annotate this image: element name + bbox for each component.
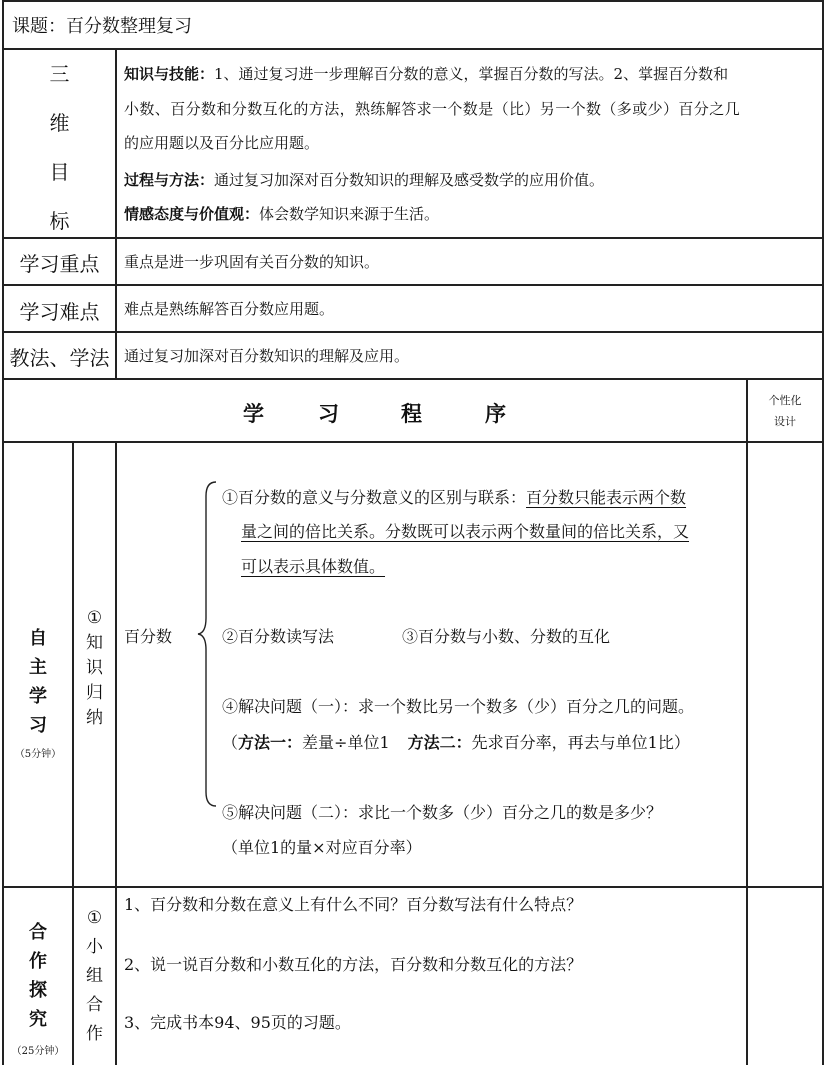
- procedure-header-char: 序: [485, 401, 506, 426]
- curly-brace: [196, 480, 226, 820]
- group-work-char: 小: [86, 937, 103, 957]
- key-point-label: 学习重点: [19, 252, 100, 276]
- objectives-label-char: 标: [49, 209, 70, 233]
- process-text: 通过复习加深对百分数知识的理解及感受数学的应用价值。: [214, 171, 605, 189]
- key-point-text: 重点是进一步巩固有关百分数的知识。: [124, 253, 380, 271]
- group-work-char: ①: [86, 908, 103, 928]
- knowledge-summary-char: 归: [86, 683, 103, 703]
- group-work-char: 组: [86, 966, 103, 986]
- item-5: ⑤解决问题（二）：求比一个数多（少）百分之几的数是多少？: [222, 803, 663, 822]
- border-right: [822, 0, 824, 1065]
- method-one-label: 方法一：: [238, 733, 303, 752]
- question-1: 1、百分数和分数在意义上有什么不同？百分数写法有什么特点？: [124, 895, 583, 914]
- item-1-lead: ①百分数的意义与分数意义的区别与联系：: [222, 488, 527, 507]
- personalized-design-header: [748, 390, 822, 432]
- item-1-line-1: [222, 485, 686, 508]
- item-1-line-2: 量之间的倍比关系。分数既可以表示两个数量间的倍比关系，又: [241, 522, 690, 541]
- knowledge-line-2: 小数、百分数和分数互化的方法，熟练解答求一个数是（比）另一个数（多或少）百分之几: [124, 100, 741, 118]
- knowledge-line-3: 的应用题以及百分比应用题。: [124, 134, 320, 152]
- knowledge-summary-char: 知: [86, 633, 103, 653]
- hline-6: [2, 441, 824, 443]
- method-one-text: 差量÷单位1: [302, 733, 390, 752]
- knowledge-summary-char: ①: [86, 608, 103, 628]
- group-work-char: 合: [86, 995, 103, 1015]
- objectives-label-char: 维: [49, 111, 70, 135]
- objectives-label-char: 三: [49, 62, 70, 86]
- method-two-label: 方法二：: [407, 733, 472, 752]
- personalized-design-line: 个性化: [768, 394, 802, 407]
- hline-7: [2, 886, 824, 888]
- knowledge-summary-char: 识: [86, 658, 103, 678]
- self-study-label-char: 学: [29, 686, 47, 707]
- knowledge-summary-label: [74, 606, 115, 731]
- vline-label: [115, 48, 117, 380]
- emotion-label: 情感态度与价值观：: [124, 205, 260, 223]
- knowledge-summary-char: 纳: [86, 708, 103, 728]
- group-work-char: 作: [86, 1024, 103, 1044]
- question-2: 2、说一说百分数和小数互化的方法，百分数和分数互化的方法？: [124, 955, 583, 974]
- item-4: ④解决问题（一）：求一个数比另一个数多（少）百分之几的问题。: [222, 697, 695, 716]
- group-work-label: [74, 904, 115, 1049]
- hline-3: [2, 284, 824, 286]
- emotion-text: 体会数学知识来源于生活。: [259, 205, 440, 223]
- vline-side: [746, 378, 748, 1065]
- hline-5: [2, 378, 824, 380]
- item-4-open-paren: （: [222, 733, 239, 752]
- knowledge-label: 知识与技能：: [124, 65, 215, 83]
- question-3: 3、完成书本94、95页的习题。: [124, 1013, 351, 1032]
- method-label: 教法、学法: [9, 346, 110, 370]
- difficulty-label: 学习难点: [19, 300, 100, 324]
- hline-2: [2, 237, 824, 239]
- cooperation-time: （25分钟）: [11, 1046, 65, 1057]
- procedure-header-char: 程: [401, 401, 422, 426]
- cooperation-label-char: 作: [29, 951, 47, 972]
- item-1-line-3: 可以表示具体数值。: [241, 557, 386, 576]
- knowledge-text: 1、通过复习进一步理解百分数的意义，掌握百分数的写法。2、掌握百分数和: [214, 65, 729, 83]
- lesson-title: 课题：百分数整理复习: [12, 16, 192, 37]
- cooperation-label: [4, 918, 72, 1034]
- self-study-label: [4, 624, 72, 740]
- method-text: 通过复习加深对百分数知识的理解及应用。: [124, 347, 410, 365]
- process-line: [124, 169, 604, 190]
- item-2: ②百分数读写法: [222, 627, 335, 646]
- item-3: ③百分数与小数、分数的互化: [402, 627, 611, 646]
- border-top: [2, 0, 824, 2]
- cooperation-label-char: 合: [29, 922, 47, 943]
- self-study-label-char: 习: [29, 715, 47, 736]
- hline-1: [2, 48, 824, 50]
- item-1-underlined: 百分数只能表示两个数: [526, 488, 687, 507]
- difficulty-text: 难点是熟练解答百分数应用题。: [124, 300, 335, 318]
- hline-4: [2, 331, 824, 333]
- item-5-note: （单位1的量×对应百分率）: [222, 838, 422, 857]
- emotion-line: [124, 203, 439, 224]
- process-label: 过程与方法：: [124, 171, 215, 189]
- method-two-text: 先求百分率，再去与单位1比）: [471, 733, 690, 752]
- procedure-header-char: 学: [243, 401, 264, 426]
- objectives-label: [4, 58, 115, 234]
- self-study-label-char: 自: [29, 628, 47, 649]
- personalized-design-line: 设计: [774, 415, 796, 428]
- self-study-time: （5分钟）: [14, 749, 62, 760]
- cooperation-label-char: 究: [29, 1009, 47, 1030]
- objectives-label-char: 目: [49, 160, 70, 184]
- topic-label: 百分数: [124, 627, 173, 646]
- item-4-methods: [222, 730, 690, 753]
- self-study-label-char: 主: [29, 657, 47, 678]
- cooperation-label-char: 探: [29, 980, 47, 1001]
- vline-sub-b: [115, 441, 117, 1065]
- procedure-header-char: 习: [318, 401, 339, 426]
- knowledge-line-1: [124, 63, 728, 84]
